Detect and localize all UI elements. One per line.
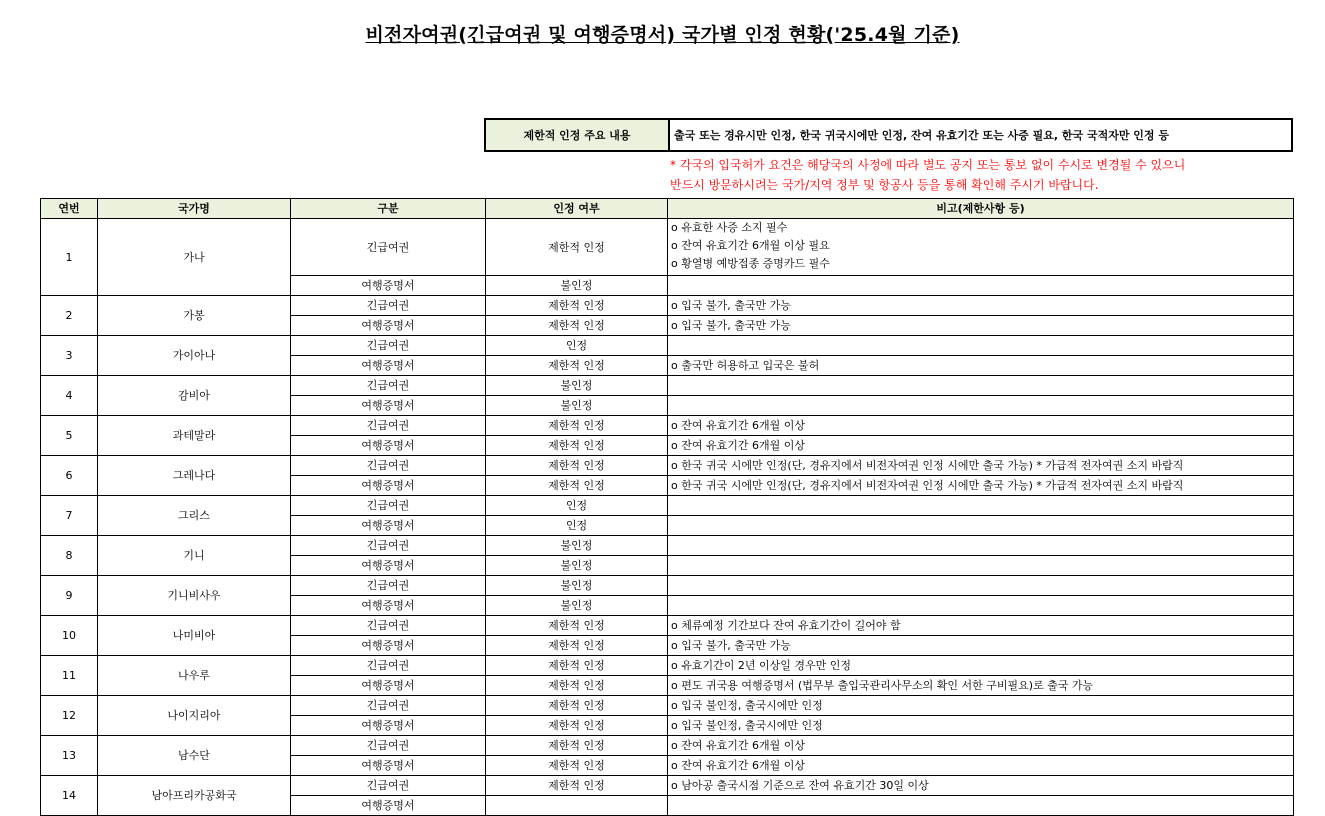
header-type: 구분 (291, 199, 486, 219)
remarks-cell (668, 736, 1294, 756)
row-number: 8 (41, 536, 98, 576)
country-name: 기니 (98, 536, 291, 576)
remark-line: o 입국 불인정, 출국시에만 인정 (671, 719, 823, 732)
recognition-status: 제한적 인정 (486, 636, 668, 656)
remarks-cell (668, 616, 1294, 636)
passport-type: 긴급여권 (291, 336, 486, 356)
row-number: 12 (41, 696, 98, 736)
table-row (41, 456, 1294, 476)
table-row (41, 536, 1294, 556)
passport-type: 긴급여권 (291, 496, 486, 516)
remark-line: o 입국 불가, 출국만 가능 (671, 299, 791, 312)
recognition-status: 인정 (486, 516, 668, 536)
remark-line: o 잔여 유효기간 6개월 이상 필요 (671, 239, 830, 252)
recognition-status: 인정 (486, 336, 668, 356)
recognition-status: 제한적 인정 (486, 476, 668, 496)
remark-line: o 남아공 출국시점 기준으로 잔여 유효기간 30일 이상 (671, 779, 929, 792)
recognition-status: 제한적 인정 (486, 219, 668, 276)
table-row (41, 336, 1294, 356)
recognition-status: 제한적 인정 (486, 676, 668, 696)
notice-text (670, 155, 1185, 195)
country-name: 그리스 (98, 496, 291, 536)
legend-label: 제한적 인정 주요 내용 (486, 120, 670, 150)
row-number: 3 (41, 336, 98, 376)
recognition-status: 제한적 인정 (486, 656, 668, 676)
passport-type: 긴급여권 (291, 776, 486, 796)
remarks-cell (668, 656, 1294, 676)
remarks-cell (668, 496, 1294, 516)
remarks-cell (668, 296, 1294, 316)
remarks-cell (668, 219, 1294, 276)
table-row (41, 296, 1294, 316)
remarks-cell (668, 416, 1294, 436)
remarks-cell (668, 376, 1294, 396)
passport-type: 여행증명서 (291, 516, 486, 536)
remarks-cell (668, 596, 1294, 616)
header-country: 국가명 (98, 199, 291, 219)
remark-line: o 입국 불인정, 출국시에만 인정 (671, 699, 823, 712)
passport-type: 긴급여권 (291, 219, 486, 276)
passport-type: 긴급여권 (291, 456, 486, 476)
header-status: 인정 여부 (486, 199, 668, 219)
table-header-row (41, 199, 1294, 219)
passport-type: 긴급여권 (291, 296, 486, 316)
remarks-cell (668, 576, 1294, 596)
country-table (40, 198, 1294, 816)
country-name: 남아프리카공화국 (98, 776, 291, 816)
remark-line: o 한국 귀국 시에만 인정(단, 경유지에서 비전자여권 인정 시에만 출국 가능) * 가급적 전자여권 소지 바람직 (671, 479, 1184, 492)
row-number: 2 (41, 296, 98, 336)
row-number: 1 (41, 219, 98, 296)
recognition-status: 제한적 인정 (486, 316, 668, 336)
notice-line-1: * 각국의 입국허가 요건은 해당국의 사정에 따라 별도 공지 또는 통보 없이 수시로 변경될 수 있으니 (670, 158, 1186, 172)
remark-line: o 편도 귀국용 여행증명서 (법무부 출입국관리사무소의 확인 서한 구비필요)로 출국 가능 (671, 679, 1094, 692)
passport-type: 여행증명서 (291, 756, 486, 776)
table-row (41, 616, 1294, 636)
recognition-status: 제한적 인정 (486, 616, 668, 636)
remark-line: o 한국 귀국 시에만 인정(단, 경유지에서 비전자여권 인정 시에만 출국 가능) * 가급적 전자여권 소지 바람직 (671, 459, 1184, 472)
passport-type: 여행증명서 (291, 796, 486, 816)
remarks-cell (668, 756, 1294, 776)
remark-line: o 입국 불가, 출국만 가능 (671, 639, 791, 652)
remarks-cell (668, 556, 1294, 576)
table-row (41, 219, 1294, 276)
remarks-cell (668, 276, 1294, 296)
remarks-cell (668, 456, 1294, 476)
recognition-status: 제한적 인정 (486, 436, 668, 456)
legend-value: 출국 또는 경유시만 인정, 한국 귀국시에만 인정, 잔여 유효기간 또는 사증 필요, 한국 국적자만 인정 등 (674, 129, 1170, 142)
row-number: 9 (41, 576, 98, 616)
country-name: 나미비아 (98, 616, 291, 656)
recognition-status: 불인정 (486, 576, 668, 596)
table-row (41, 416, 1294, 436)
recognition-status: 불인정 (486, 556, 668, 576)
passport-type: 긴급여권 (291, 416, 486, 436)
passport-type: 긴급여권 (291, 616, 486, 636)
passport-type: 긴급여권 (291, 536, 486, 556)
notice-line-2: 반드시 방문하시려는 국가/지역 정부 및 항공사 등을 통해 확인해 주시기 바랍니다. (670, 178, 1099, 192)
recognition-status: 제한적 인정 (486, 776, 668, 796)
recognition-status: 제한적 인정 (486, 356, 668, 376)
remarks-cell (668, 676, 1294, 696)
passport-type: 여행증명서 (291, 556, 486, 576)
recognition-status: 제한적 인정 (486, 696, 668, 716)
remarks-cell (668, 776, 1294, 796)
remarks-cell (668, 716, 1294, 736)
remarks-cell (668, 396, 1294, 416)
recognition-status: 불인정 (486, 276, 668, 296)
recognition-status: 제한적 인정 (486, 756, 668, 776)
remark-line: o 잔여 유효기간 6개월 이상 (671, 759, 805, 772)
remark-line: o 잔여 유효기간 6개월 이상 (671, 739, 805, 752)
row-number: 11 (41, 656, 98, 696)
passport-type: 긴급여권 (291, 696, 486, 716)
remarks-cell (668, 696, 1294, 716)
remark-line: o 잔여 유효기간 6개월 이상 (671, 419, 805, 432)
passport-type: 여행증명서 (291, 716, 486, 736)
row-number: 5 (41, 416, 98, 456)
country-name: 감비아 (98, 376, 291, 416)
row-number: 6 (41, 456, 98, 496)
remarks-cell (668, 536, 1294, 556)
recognition-status: 제한적 인정 (486, 736, 668, 756)
country-name: 그레나다 (98, 456, 291, 496)
remark-line: o 유효한 사증 소지 필수 (671, 221, 788, 234)
passport-type: 여행증명서 (291, 636, 486, 656)
passport-type: 여행증명서 (291, 316, 486, 336)
remarks-cell (668, 356, 1294, 376)
recognition-status: 제한적 인정 (486, 296, 668, 316)
country-name: 나이지리아 (98, 696, 291, 736)
passport-type: 여행증명서 (291, 476, 486, 496)
remark-line: o 황열병 예방접종 증명카드 필수 (671, 257, 830, 270)
table-row (41, 736, 1294, 756)
table-row (41, 576, 1294, 596)
remark-line: o 체류예정 기간보다 잔여 유효기간이 길어야 함 (671, 619, 901, 632)
remarks-cell (668, 476, 1294, 496)
country-name: 기니비사우 (98, 576, 291, 616)
recognition-status: 제한적 인정 (486, 716, 668, 736)
country-name: 남수단 (98, 736, 291, 776)
passport-type: 긴급여권 (291, 656, 486, 676)
row-number: 10 (41, 616, 98, 656)
row-number: 13 (41, 736, 98, 776)
passport-type: 여행증명서 (291, 436, 486, 456)
passport-type: 여행증명서 (291, 396, 486, 416)
recognition-status (486, 796, 668, 816)
remark-line: o 잔여 유효기간 6개월 이상 (671, 439, 805, 452)
recognition-status: 불인정 (486, 536, 668, 556)
passport-type: 여행증명서 (291, 676, 486, 696)
passport-type: 여행증명서 (291, 276, 486, 296)
recognition-status: 제한적 인정 (486, 456, 668, 476)
table-row (41, 776, 1294, 796)
table-row (41, 696, 1294, 716)
row-number: 7 (41, 496, 98, 536)
passport-type: 긴급여권 (291, 736, 486, 756)
remarks-cell (668, 436, 1294, 456)
legend-box (484, 118, 1293, 152)
recognition-status: 인정 (486, 496, 668, 516)
country-name: 가봉 (98, 296, 291, 336)
remark-line: o 입국 불가, 출국만 가능 (671, 319, 791, 332)
remarks-cell (668, 516, 1294, 536)
recognition-status: 불인정 (486, 396, 668, 416)
country-name: 가이아나 (98, 336, 291, 376)
passport-type: 긴급여권 (291, 576, 486, 596)
country-name: 과테말라 (98, 416, 291, 456)
remarks-cell (668, 636, 1294, 656)
remark-line: o 유효기간이 2년 이상일 경우만 인정 (671, 659, 851, 672)
row-number: 4 (41, 376, 98, 416)
header-notes: 비고(제한사항 등) (668, 199, 1294, 219)
remark-line: o 출국만 허용하고 입국은 불허 (671, 359, 820, 372)
country-name: 나우루 (98, 656, 291, 696)
table-row (41, 496, 1294, 516)
recognition-status: 불인정 (486, 596, 668, 616)
row-number: 14 (41, 776, 98, 816)
passport-type: 여행증명서 (291, 356, 486, 376)
remarks-cell (668, 316, 1294, 336)
table-row (41, 656, 1294, 676)
header-no: 연번 (41, 199, 98, 219)
table-row (41, 376, 1294, 396)
remarks-cell (668, 336, 1294, 356)
recognition-status: 제한적 인정 (486, 416, 668, 436)
passport-type: 여행증명서 (291, 596, 486, 616)
country-name: 가나 (98, 219, 291, 296)
table-body (41, 219, 1294, 816)
remarks-cell (668, 796, 1294, 816)
recognition-status: 불인정 (486, 376, 668, 396)
passport-type: 긴급여권 (291, 376, 486, 396)
page-title: 비전자여권(긴급여권 및 여행증명서) 국가별 인정 현황('25.4월 기준) (365, 24, 960, 46)
